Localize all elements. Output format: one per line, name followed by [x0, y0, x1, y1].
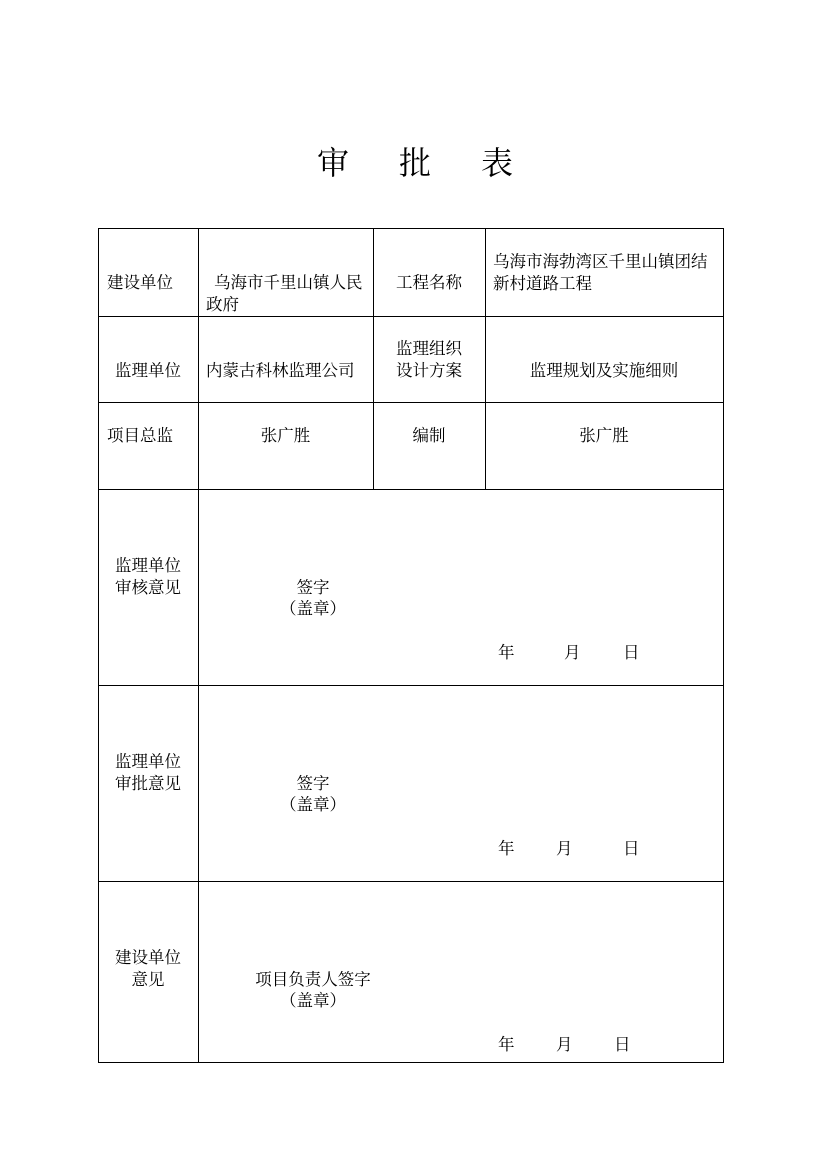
review-date-day: 日 — [623, 643, 640, 662]
review-opinion-label-line2: 审核意见 — [115, 578, 181, 597]
supervision-plan-label-line1: 监理组织 — [396, 339, 462, 358]
project-name-value-line2: 新村道路工程 — [493, 274, 592, 293]
approval-seal-label: （盖章） — [280, 795, 346, 814]
project-name-label: 工程名称 — [396, 273, 462, 292]
construction-unit-value-line2: 政府 — [206, 295, 239, 314]
approval-date-day: 日 — [623, 839, 640, 858]
approval-date-month: 月 — [556, 839, 573, 858]
approval-signature-label: 签字 — [296, 774, 330, 793]
review-signature-label: 签字 — [296, 578, 330, 597]
review-date-month: 月 — [564, 643, 581, 662]
chief-supervisor-label: 项目总监 — [107, 426, 173, 445]
owner-signature-label: 项目负责人签字 — [255, 970, 371, 989]
supervision-plan-label-line2: 设计方案 — [396, 361, 462, 380]
approval-opinion-label-line1: 监理单位 — [115, 752, 181, 771]
owner-date-month: 月 — [556, 1035, 573, 1054]
review-date-year: 年 — [498, 643, 515, 662]
owner-opinion-label-line2: 意见 — [131, 970, 165, 989]
supervision-unit-value: 内蒙古科林监理公司 — [206, 361, 355, 380]
review-opinion-label-line1: 监理单位 — [115, 556, 181, 575]
compiled-by-label: 编制 — [412, 426, 446, 445]
owner-seal-label: （盖章） — [280, 991, 346, 1010]
compiled-by-value: 张广胜 — [579, 426, 629, 445]
construction-unit-value-line1: 乌海市千里山镇人民 — [214, 273, 363, 292]
chief-supervisor-value: 张广胜 — [260, 426, 311, 445]
approval-opinion-label-line2: 审批意见 — [115, 774, 181, 793]
form-title: 审 批 表 — [317, 144, 513, 182]
construction-unit-label: 建设单位 — [107, 273, 173, 292]
owner-opinion-label-line1: 建设单位 — [115, 948, 181, 967]
owner-date-year: 年 — [498, 1035, 515, 1054]
supervision-plan-value: 监理规划及实施细则 — [529, 361, 679, 380]
project-name-value-line1: 乌海市海勃湾区千里山镇团结 — [493, 252, 708, 271]
supervision-unit-label: 监理单位 — [115, 361, 181, 380]
review-seal-label: （盖章） — [280, 599, 346, 618]
approval-date-year: 年 — [498, 839, 515, 858]
owner-date-day: 日 — [614, 1035, 631, 1054]
